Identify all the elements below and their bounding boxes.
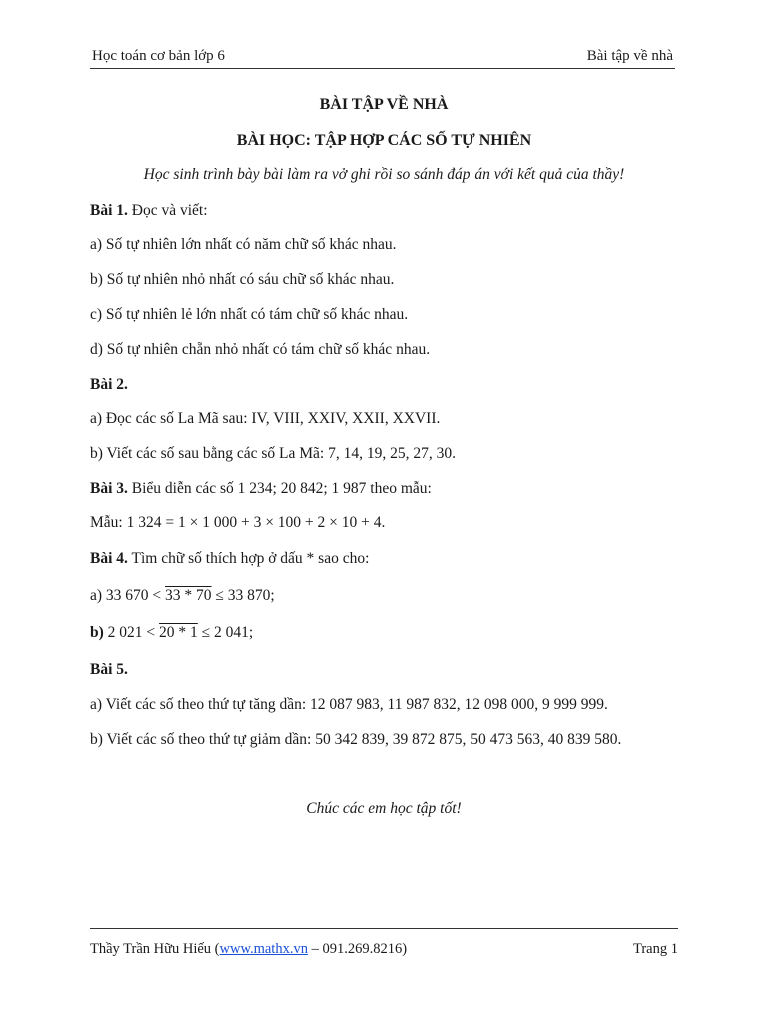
page-footer (90, 928, 678, 957)
header-course: Học toán cơ bản lớp 6 (92, 48, 225, 64)
page-title: BÀI TẬP VỀ NHÀ (319, 96, 449, 113)
exercise-4a (90, 587, 275, 605)
exercise-1-heading (90, 202, 208, 220)
footer-phone: – 091.269.8216) (307, 941, 408, 957)
exercise-1-text: Đọc và viết: (127, 202, 208, 219)
exercise-1d: d) Số tự nhiên chẵn nhỏ nhất có tám chữ số khác nhau. (90, 341, 431, 358)
exercise-4a-prefix: a) 33 670 < (90, 587, 166, 604)
exercise-3-label: Bài 3. (90, 480, 128, 497)
exercise-4b-label: b) (90, 624, 104, 641)
exercise-1a: a) Số tự nhiên lớn nhất có năm chữ số khác nhau. (90, 236, 397, 253)
exercise-5b: b) Viết các số theo thứ tự giảm dần: 50 342 839, 39 872 875, 50 473 563, 40 839 580. (90, 731, 622, 748)
exercise-4a-suffix: ≤ 33 870; (211, 587, 275, 604)
exercise-3-heading (90, 480, 432, 498)
header-section: Bài tập về nhà (586, 48, 673, 64)
exercise-1-label: Bài 1. (90, 202, 128, 219)
exercise-4b-prefix: 2 021 < (103, 624, 160, 641)
exercise-4b (90, 624, 253, 642)
exercise-4a-number: 33 * 70 (165, 587, 212, 604)
exercise-2b: b) Viết các số sau bằng các số La Mã: 7, 14, 19, 25, 27, 30. (90, 445, 456, 462)
exercise-5a: a) Viết các số theo thứ tự tăng dần: 12 087 983, 11 987 832, 12 098 000, 9 999 999. (90, 696, 608, 713)
exercise-4b-number: 20 * 1 (159, 624, 198, 641)
exercise-5-label: Bài 5. (90, 661, 128, 678)
exercise-3-example: Mẫu: 1 324 = 1 × 1 000 + 3 × 100 + 2 × 10 + 4. (90, 514, 386, 531)
footer-author (90, 941, 407, 958)
page-number: Trang 1 (633, 941, 678, 957)
page-header (90, 46, 675, 69)
lesson-title: BÀI HỌC: TẬP HỢP CÁC SỐ TỰ NHIÊN (236, 132, 532, 149)
closing-message: Chúc các em học tập tốt! (306, 800, 462, 817)
exercise-4-text: Tìm chữ số thích hợp ở dấu * sao cho: (127, 550, 370, 567)
exercise-4-label: Bài 4. (90, 550, 128, 567)
exercise-3-text: Biểu diễn các số 1 234; 20 842; 1 987 theo mẫu: (127, 480, 432, 497)
exercise-2a: a) Đọc các số La Mã sau: IV, VIII, XXIV, XXII, XXVII. (90, 410, 441, 427)
website-link[interactable]: www.mathx.vn (219, 941, 308, 957)
exercise-1c: c) Số tự nhiên lẻ lớn nhất có tám chữ số khác nhau. (90, 306, 409, 323)
instruction: Học sinh trình bày bài làm ra vở ghi rồi so sánh đáp án với kết quả của thầy! (143, 166, 625, 183)
exercise-2-label: Bài 2. (90, 376, 128, 393)
footer-author-name: Thầy Trần Hữu Hiếu ( (90, 941, 220, 957)
exercise-1b: b) Số tự nhiên nhỏ nhất có sáu chữ số khác nhau. (90, 271, 395, 288)
exercise-4b-suffix: ≤ 2 041; (197, 624, 254, 641)
exercise-4-heading (90, 550, 369, 568)
